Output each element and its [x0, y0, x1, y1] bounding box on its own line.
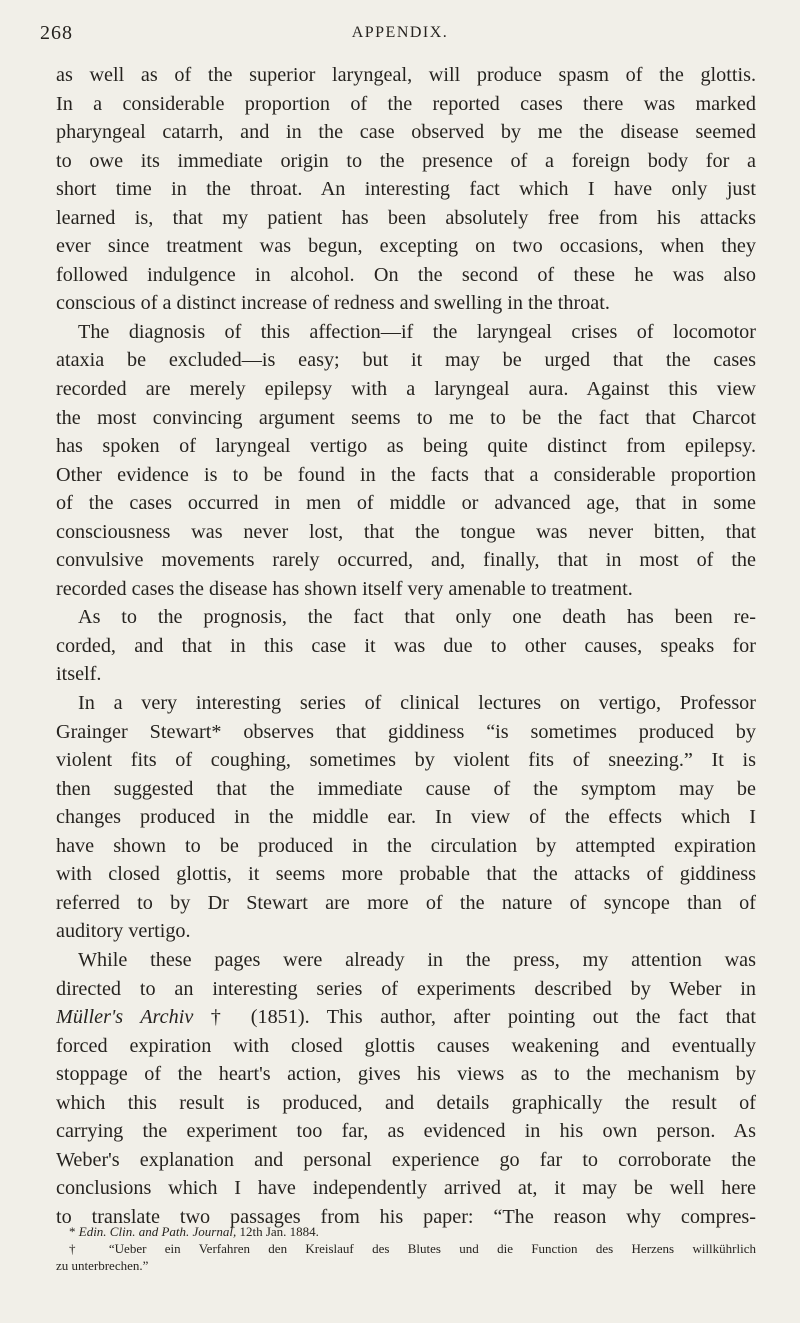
footnote-journal-title: Edin. Clin. and Path. Journal,: [78, 1224, 237, 1239]
text-line: ever since treatment was begun, excepting on two occasions, when they: [56, 235, 756, 258]
text-line: referred to by Dr Stewart are more of the nature of syncope than of: [56, 891, 756, 914]
text-line: While these pages were already in the press, my attention was: [78, 948, 756, 971]
footnote-text: 12th Jan. 1884.: [236, 1224, 319, 1239]
text-line: In a very interesting series of clinical lectures on vertigo, Professor: [78, 692, 756, 715]
body-text: [56, 61, 756, 1231]
text-line: learned is, that my patient has been absolutely free from his attacks: [56, 206, 756, 229]
text-line: Weber's explanation and personal experience go far to corroborate the: [56, 1148, 756, 1171]
page-number: 268: [40, 22, 73, 44]
text-line: which this result is produced, and details graphically the result of: [56, 1091, 756, 1114]
text-line: The diagnosis of this affection—if the laryngeal crises of locomotor: [78, 320, 756, 343]
text-line: have shown to be produced in the circulation by attempted expiration: [56, 834, 756, 857]
running-head: APPENDIX.: [351, 24, 449, 41]
footnote-mark: *: [69, 1224, 79, 1239]
text-fragment: † (1851). This author, after pointing out the fact that: [193, 1006, 756, 1029]
text-line: then suggested that the immediate cause of the symptom may be: [56, 777, 756, 800]
text-line: itself.: [56, 663, 102, 686]
journal-title: Müller's Archiv: [56, 1006, 194, 1029]
text-line: Grainger Stewart* observes that giddiness “is sometimes produced by: [56, 720, 756, 743]
text-line: carrying the experiment too far, as evidenced in his own person. As: [56, 1120, 756, 1143]
text-line: recorded cases the disease has shown itself very amenable to treatment.: [56, 577, 633, 600]
text-line: the most convincing argument seems to me to be the fact that Charcot: [56, 406, 756, 429]
text-line: to translate two passages from his paper: “The reason why compres-: [56, 1205, 756, 1228]
text-line: violent fits of coughing, sometimes by violent fits of sneezing.” It is: [56, 749, 756, 772]
text-line: corded, and that in this case it was due to other causes, speaks for: [56, 634, 756, 657]
text-line: forced expiration with closed glottis causes weakening and eventually: [56, 1034, 756, 1057]
text-line: has spoken of laryngeal vertigo as being quite distinct from epilepsy.: [56, 435, 756, 458]
page-header: [40, 22, 760, 50]
text-line: stoppage of the heart's action, gives his views as to the mechanism by: [56, 1063, 756, 1086]
text-line: convulsive movements rarely occurred, and, finally, that in most of the: [56, 549, 756, 572]
footnote-2-line-2: zu unterbrechen.”: [56, 1258, 149, 1273]
text-line: directed to an interesting series of experiments described by Weber in: [56, 977, 756, 1000]
text-line: changes produced in the middle ear. In view of the effects which I: [56, 806, 756, 829]
footnote-2-line-1: † “Ueber ein Verfahren den Kreislauf des Blutes und die Function des Herzens willkührlich: [69, 1241, 756, 1256]
text-line: to owe its immediate origin to the presence of a foreign body for a: [56, 149, 756, 172]
text-line: recorded are merely epilepsy with a laryngeal aura. Against this view: [56, 378, 756, 401]
footnotes: [56, 1223, 756, 1274]
text-line: ataxia be excluded—is easy; but it may be urged that the cases: [56, 349, 756, 372]
text-line: auditory vertigo.: [56, 920, 191, 943]
text-line: as well as of the superior laryngeal, will produce spasm of the glottis.: [56, 64, 756, 86]
footnote-1: [56, 1223, 756, 1240]
text-line: conscious of a distinct increase of redness and swelling in the throat.: [56, 292, 610, 315]
text-line: of the cases occurred in men of middle or advanced age, that in some: [56, 492, 756, 515]
text-line: followed indulgence in alcohol. On the second of these he was also: [56, 263, 756, 286]
text-line: In a considerable proportion of the reported cases there was marked: [56, 92, 756, 115]
text-line-with-citation: [56, 1003, 756, 1032]
text-line: conclusions which I have independently arrived at, it may be well here: [56, 1177, 756, 1200]
text-line: Other evidence is to be found in the facts that a considerable proportion: [56, 463, 756, 486]
text-line: pharyngeal catarrh, and in the case observed by me the disease seemed: [56, 121, 756, 144]
text-line: consciousness was never lost, that the tongue was never bitten, that: [56, 520, 756, 543]
text-line: As to the prognosis, the fact that only one death has been re-: [78, 606, 756, 629]
text-line: short time in the throat. An interesting fact which I have only just: [56, 178, 756, 201]
text-line: with closed glottis, it seems more probable that the attacks of giddiness: [56, 863, 756, 886]
